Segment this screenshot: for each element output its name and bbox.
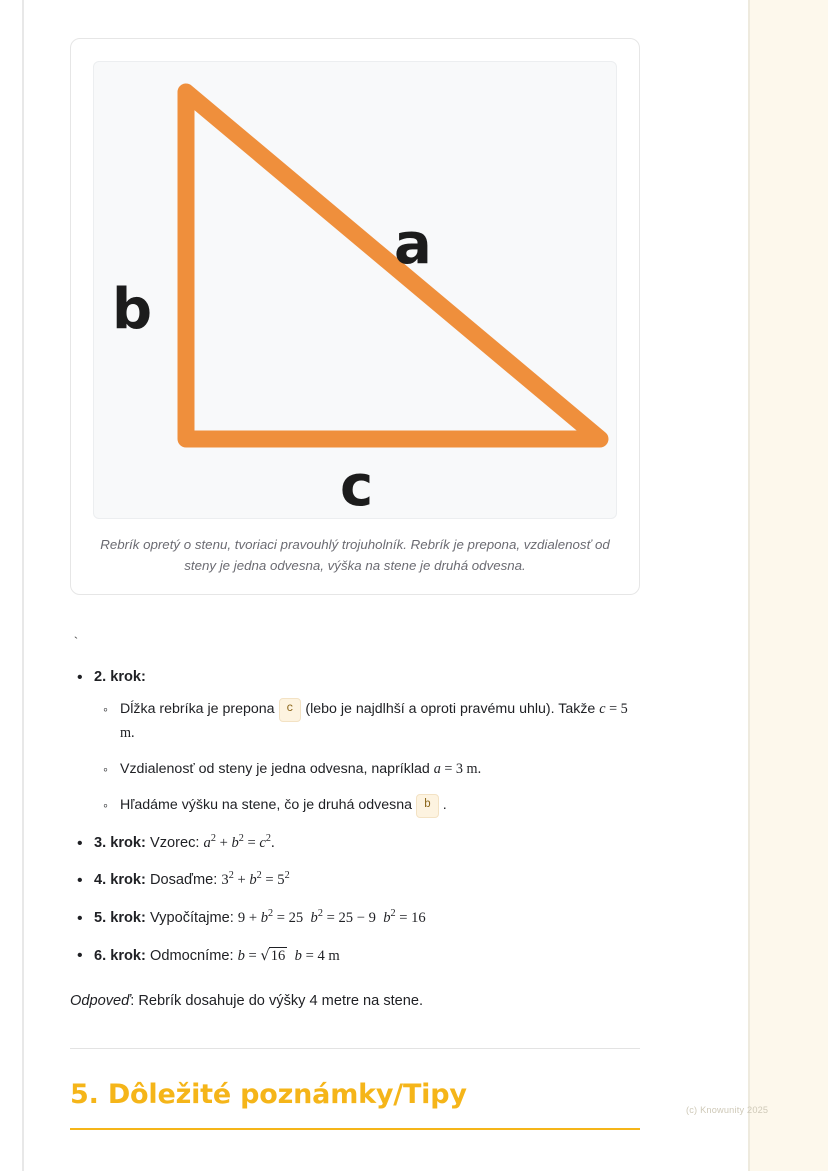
step-3-formula: $a^2 + b^2 = c^2$. [203,832,275,851]
step-5-formula: $9 + b^2 = 25$ $b^2 = 25 - 9$ $b^2 = 16$ [237,907,426,926]
figure-caption: Rebrík opretý o stenu, tvoriaci pravouhlý trojuholník. Rebrík je prepona, vzdialenosť od steny je jedna odvesna, výška na stene je druhá odvesna. [100,537,610,573]
list-item-step-4 [94,869,640,892]
list-item-leg-a [120,758,640,781]
code-chip-b: b [416,794,439,818]
step-5-text: Vypočítajme: [149,909,234,926]
list-item-step-5 [94,907,640,930]
list-item-step-2 [94,666,640,818]
list-item-step-3 [94,832,640,855]
code-chip-c: c [279,698,302,722]
triangle-label-b: b [112,277,153,342]
step-3-text: Vzorec: [149,834,204,851]
step-4-text: Dosaďme: [149,872,218,889]
section-separator [70,1048,640,1049]
step-4-formula: $3^2 + b^2 = 5^2$ [221,870,290,889]
document-content [70,0,640,1130]
step-6-formula: b = √16 b = 4 m [237,946,340,964]
triangle-label-a: a [394,212,432,277]
section-underline [70,1128,640,1130]
figure-canvas [93,61,617,519]
leg-a-text: Vzdialenosť od steny je jedna odvesna, napríklad [120,760,434,777]
leg-b-text-pre: Hľadáme výšku na stene, čo je druhá odvesna [120,796,416,813]
list-item-hypotenuse [120,698,640,745]
hypotenuse-text-post: (lebo je najdlhší a oproti pravému uhlu). Takže [301,700,600,717]
hypotenuse-text-pre: Dĺžka rebríka je prepona [120,700,279,717]
stray-backtick: ` [72,635,80,651]
step-2-sublist [94,698,640,818]
step-3-label: 3. krok: [94,834,146,851]
leg-b-text-post: . [438,796,447,813]
steps-list [70,666,640,968]
answer-text: : Rebrík dosahuje do výšky 4 metre na stene. [130,993,424,1010]
page-title: 5. Dôležité poznámky/Tipy [70,1078,467,1110]
step-2-label: 2. krok: [94,669,146,686]
step-6-label: 6. krok: [94,947,146,964]
answer-paragraph [70,990,640,1013]
list-item-step-6 [94,944,640,968]
right-triangle-diagram [94,62,617,519]
right-margin-band [750,0,828,1171]
left-border-strip [22,0,24,1171]
copyright-notice: (c) Knowunity 2025 [686,1105,769,1115]
figure-card [70,38,640,595]
answer-label: Odpoveď [70,993,131,1010]
step-4-label: 4. krok: [94,872,146,889]
leg-a-math: a = 3 m. [433,760,482,777]
hypotenuse-math: c = 5 m. [120,700,628,741]
step-5-label: 5. krok: [94,909,146,926]
step-6-text: Odmocníme: [149,947,234,964]
triangle-label-c: c [340,454,374,519]
list-item-leg-b [120,794,640,818]
